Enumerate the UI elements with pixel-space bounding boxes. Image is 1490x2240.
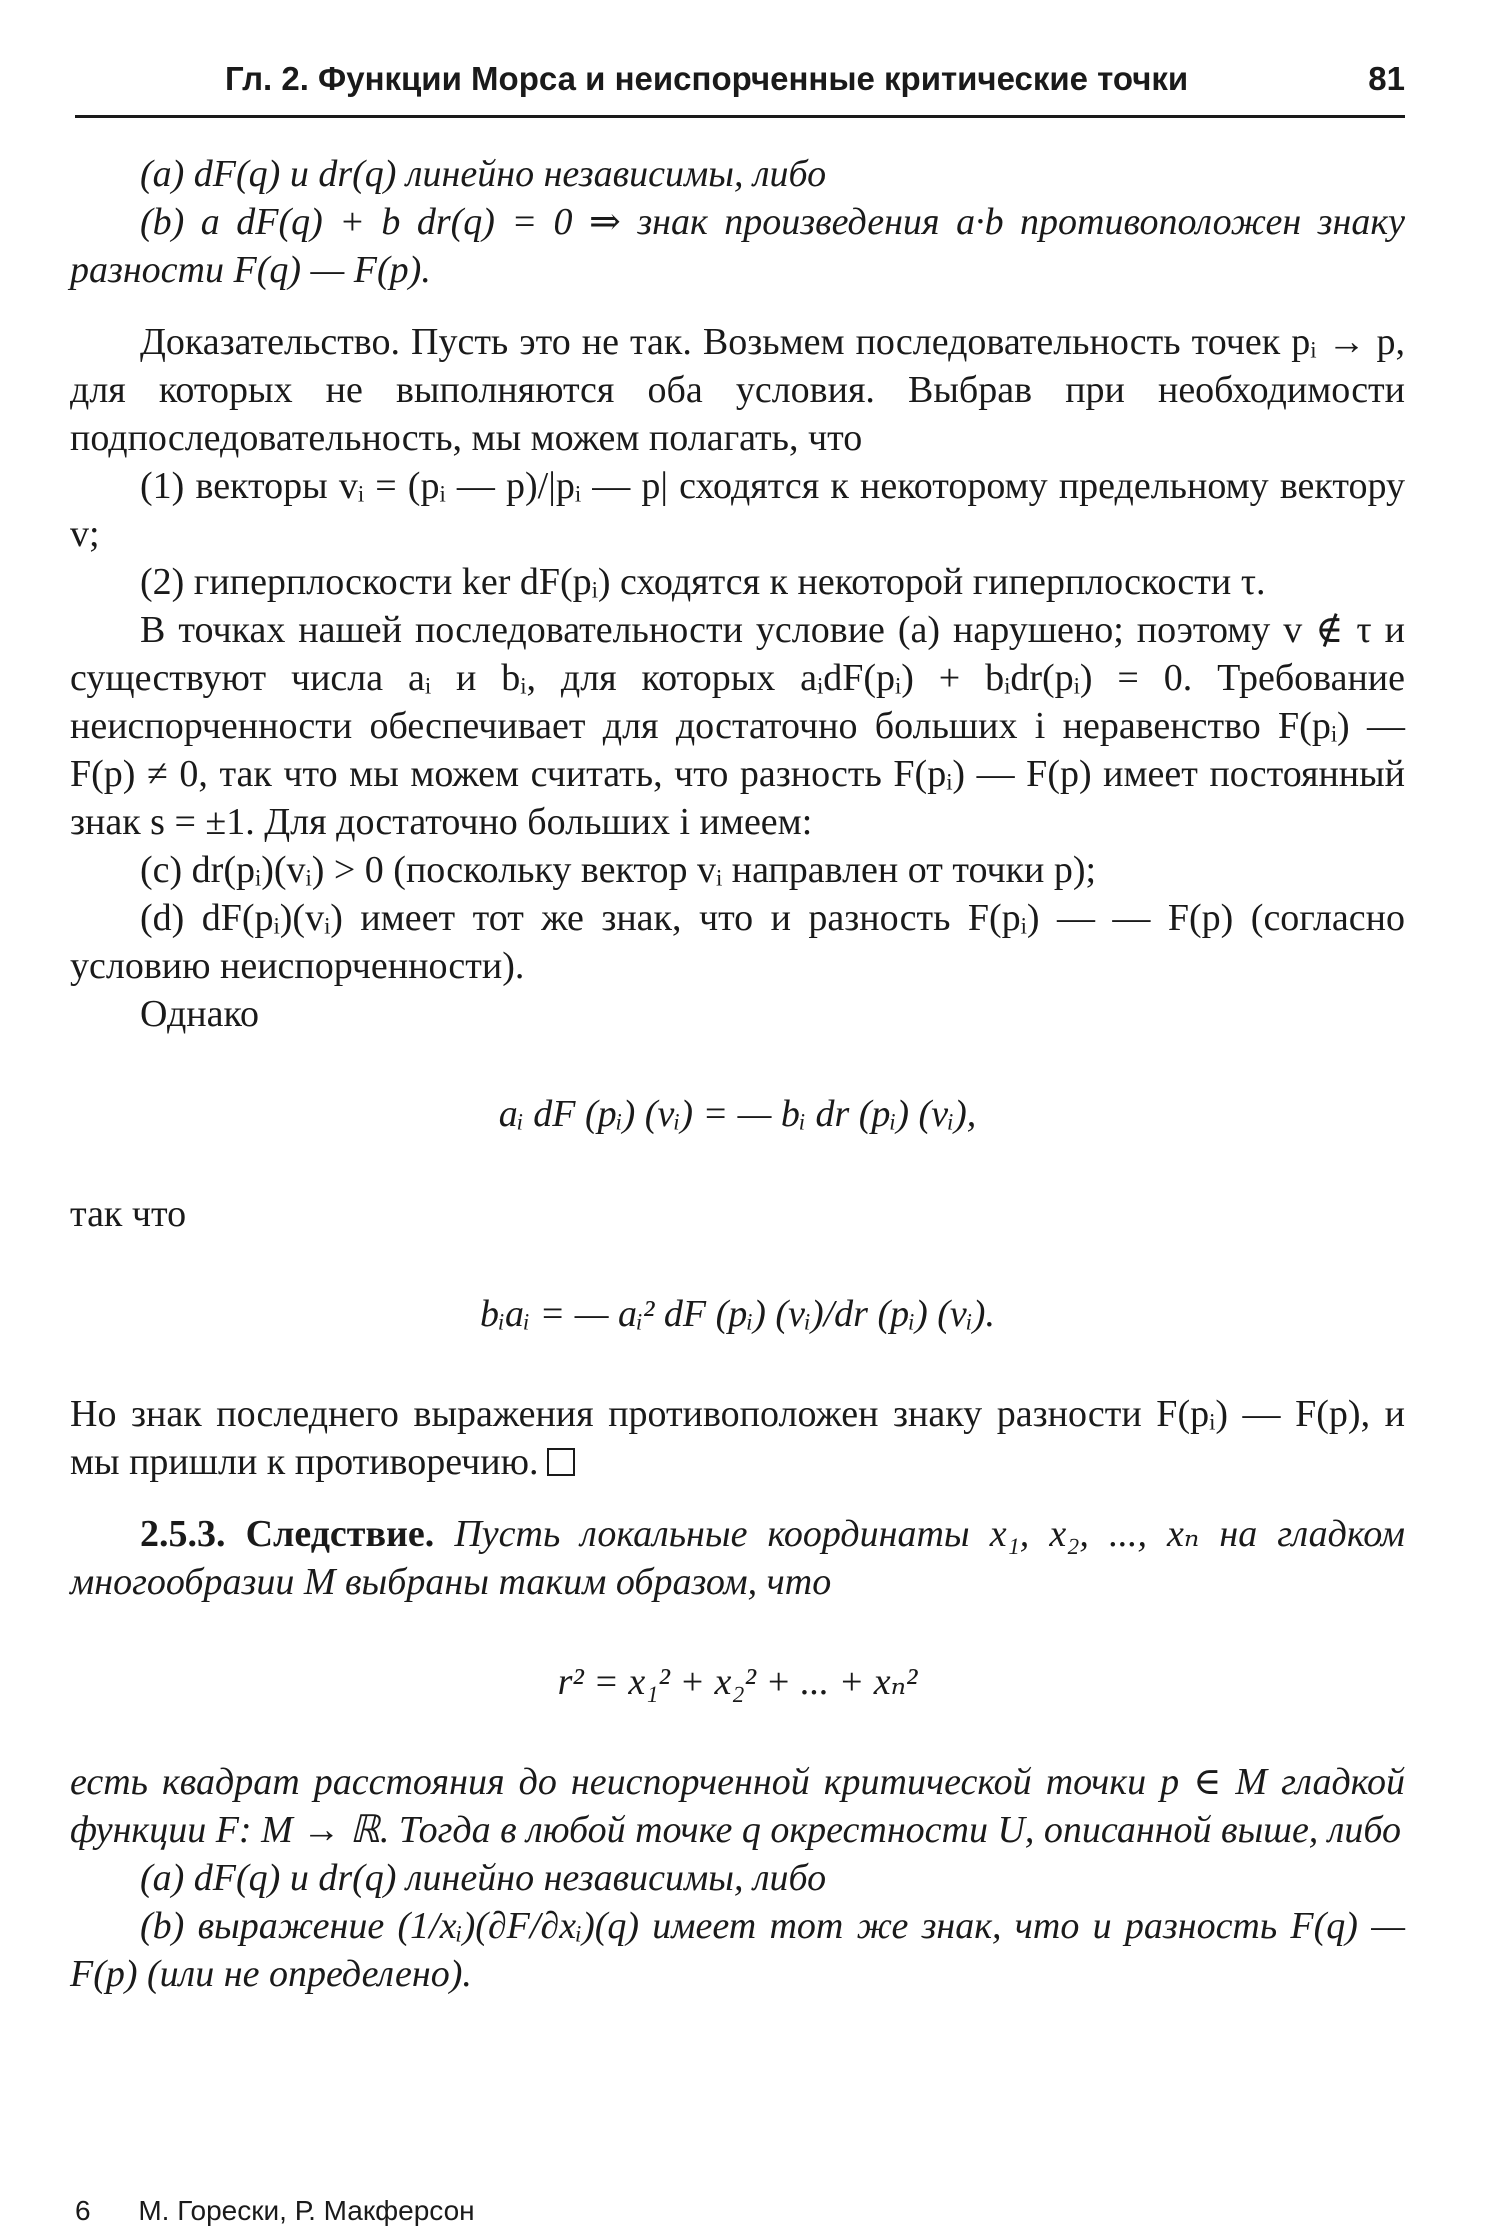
signature-number: 6 xyxy=(75,2195,91,2226)
proof-however: Однако xyxy=(140,993,260,1035)
corollary-item-b: (b) выражение (1/xᵢ)(∂F/∂xᵢ)(q) имеет тот же знак, что и разность F(q) — F(p) (или не определено). xyxy=(70,1905,1405,1995)
proof-item-1: (1) векторы vᵢ = (pᵢ — p)/|pᵢ — p| сходятся к некоторому предельному вектору v; xyxy=(70,465,1405,555)
corollary-continuation: есть квадрат расстояния до неиспорченной критической точки p ∈ M гладкой функции F: M → ℝ. Тогда в любой точке q окрестности U, описанной выше, либо xyxy=(70,1761,1405,1851)
corollary-text: Пусть локальные координаты x₁, x₂, ..., xₙ на гладком многообразии M выбраны таким образом, что xyxy=(70,1513,1406,1603)
body-text xyxy=(70,150,1405,1998)
proof-item-2: (2) гиперплоскости ker dF(pᵢ) сходятся к некоторой гиперплоскости τ. xyxy=(140,561,1266,603)
proof-item-d: (d) dF(pᵢ)(vᵢ) имеет тот же знак, что и разность F(pᵢ) — — F(p) (согласно условию неиспорченности). xyxy=(70,897,1405,987)
proof-conclusion-text: Но знак последнего выражения противоположен знаку разности F(pᵢ) — F(p), и мы пришли к противоречию. xyxy=(70,1393,1405,1483)
proof-paragraph: В точках нашей последовательности условие (a) нарушено; поэтому v ∉ τ и существуют числа aᵢ и bᵢ, для которых aᵢdF(pᵢ) + bᵢdr(pᵢ) = 0. Требование неиспорченности обеспечивает для достаточно больших i неравенство F(pᵢ) — F(p) ≠ 0, так что мы можем считать, что разность F(pᵢ) — F(p) имеет постоянный знак s = ±1. Для достаточно больших i имеем: xyxy=(70,609,1405,843)
formula-2: bᵢaᵢ = — aᵢ² dF (pᵢ) (vᵢ)/dr (pᵢ) (vᵢ). xyxy=(480,1293,995,1335)
corollary-item-a: (a) dF(q) и dr(q) линейно независимы, либо xyxy=(140,1857,827,1899)
corollary-name: Следствие. xyxy=(245,1513,435,1555)
proof-start: Доказательство. Пусть это не так. Возьмем последовательность точек pᵢ → p, для которых не выполняются оба условия. Выбрав при необходимости подпоследовательность, мы можем полагать, что xyxy=(70,321,1405,459)
header-rule xyxy=(75,115,1405,118)
corollary-number: 2.5.3. xyxy=(140,1513,226,1555)
footer-authors: М. Горески, Р. Макферсон xyxy=(138,2195,475,2226)
page-number: 81 xyxy=(1368,60,1405,97)
corollary xyxy=(70,1510,1405,1606)
proof-conclusion xyxy=(70,1390,1405,1486)
header-title: Гл. 2. Функции Морса и неиспорченные критические точки xyxy=(225,60,1189,97)
running-header xyxy=(75,60,1405,98)
proof-so-that: так что xyxy=(70,1193,187,1235)
footer xyxy=(75,2195,475,2227)
condition-a: (a) dF(q) и dr(q) линейно независимы, либо xyxy=(140,153,827,195)
formula-1: aᵢ dF (pᵢ) (vᵢ) = — bᵢ dr (pᵢ) (vᵢ), xyxy=(498,1093,977,1135)
formula-3: r² = x₁² + x₂² + ... + xₙ² xyxy=(557,1661,918,1703)
qed-square-icon xyxy=(547,1448,575,1476)
condition-b: (b) a dF(q) + b dr(q) = 0 ⇒ знак произведения a·b противоположен знаку разности F(q) — F(p). xyxy=(70,201,1405,291)
proof-item-c: (c) dr(pᵢ)(vᵢ) > 0 (поскольку вектор vᵢ направлен от точки p); xyxy=(140,849,1097,891)
